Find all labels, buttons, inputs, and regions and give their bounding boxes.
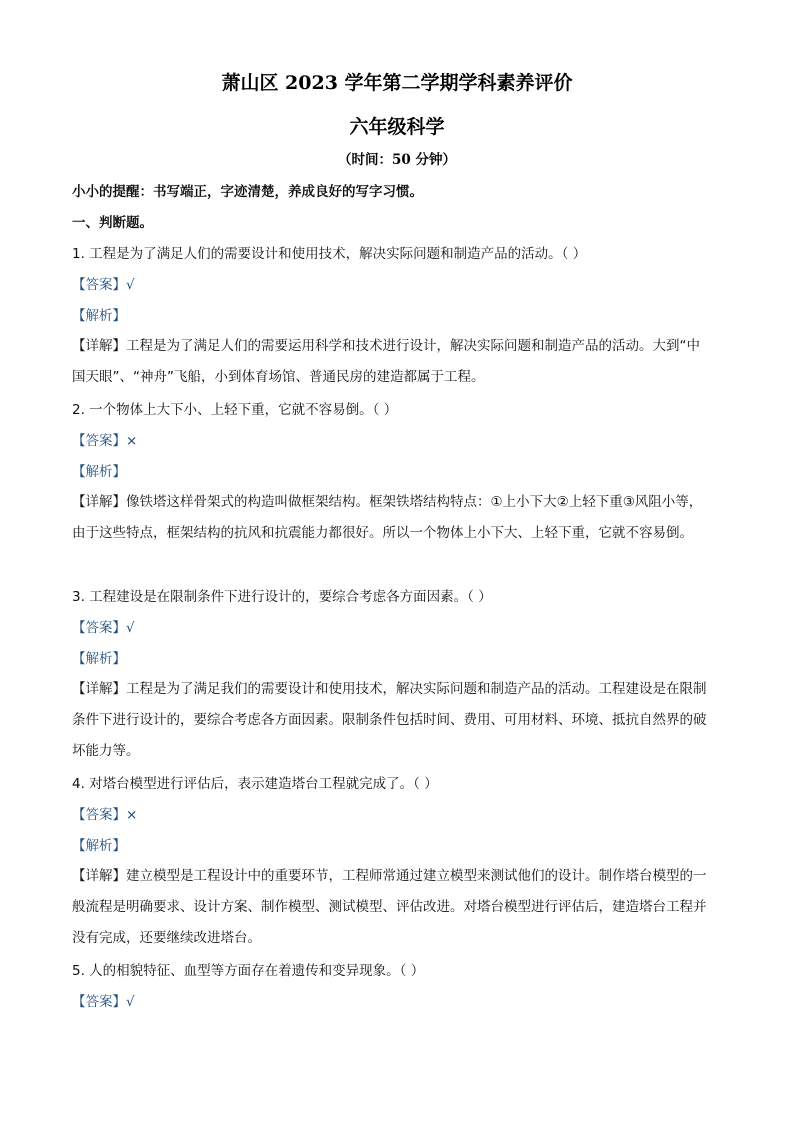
answer-3: 【答案】√ bbox=[72, 620, 135, 636]
question-4: 4. 对塔台模型进行评估后，表示建造塔台工程就完成了。（ ） bbox=[72, 776, 438, 792]
section-heading: 一、判断题。 bbox=[72, 215, 153, 231]
answer-4: 【答案】× bbox=[72, 807, 138, 823]
question-1: 1. 工程是为了满足人们的需要设计和使用技术，解决实际问题和制造产品的活动。（ ） bbox=[72, 246, 587, 262]
document-subject: 六年级科学 bbox=[349, 116, 445, 138]
answer-1: 【答案】√ bbox=[72, 277, 135, 293]
question-5: 5. 人的相貌特征、血型等方面存在着遗传和变异现象。（ ） bbox=[72, 963, 425, 979]
document-title: 萧山区 2023 学年第二学期学科素养评价 bbox=[221, 72, 573, 94]
reminder-text: 小小的提醒：书写端正，字迹清楚，养成良好的写字习惯。 bbox=[72, 184, 423, 200]
question-3: 3. 工程建设是在限制条件下进行设计的，要综合考虑各方面因素。（ ） bbox=[72, 589, 492, 605]
analysis-label-2: 【解析】 bbox=[72, 464, 126, 480]
analysis-label-3: 【解析】 bbox=[72, 651, 126, 667]
exam-time: （时间：50 分钟） bbox=[338, 152, 456, 168]
detail-2: 【详解】像铁塔这样骨架式的构造叫做框架结构。框架铁塔结构特点：①上小下大②上轻下重③风阻小等，由于这些特点，框架结构的抗风和抗震能力都很好。所以一个物体上小下大、上轻下重，它就不容易倒。 bbox=[72, 494, 703, 541]
answer-2: 【答案】× bbox=[72, 433, 138, 449]
analysis-label-4: 【解析】 bbox=[72, 838, 126, 854]
detail-3: 【详解】工程是为了满足我们的需要设计和使用技术，解决实际问题和制造产品的活动。工程建设是在限制条件下进行设计的，要综合考虑各方面因素。限制条件包括时间、费用、可用材料、环境、抵抗自然界的破坏能力等。 bbox=[72, 681, 707, 759]
answer-5: 【答案】√ bbox=[72, 994, 135, 1010]
analysis-label-1: 【解析】 bbox=[72, 308, 126, 324]
detail-4: 【详解】建立模型是工程设计中的重要环节，工程师常通过建立模型来测试他们的设计。制作塔台模型的一般流程是明确要求、设计方案、制作模型、测试模型、评估改进。对塔台模型进行评估后，建造塔台工程并没有完成，还要继续改进塔台。 bbox=[72, 868, 707, 946]
question-2: 2. 一个物体上大下小、上轻下重，它就不容易倒。（ ） bbox=[72, 402, 398, 418]
detail-1: 【详解】工程是为了满足人们的需要运用科学和技术进行设计，解决实际问题和制造产品的活动。大到“中国天眼”、“神舟”飞船，小到体育场馆、普通民房的建造都属于工程。 bbox=[72, 338, 700, 385]
